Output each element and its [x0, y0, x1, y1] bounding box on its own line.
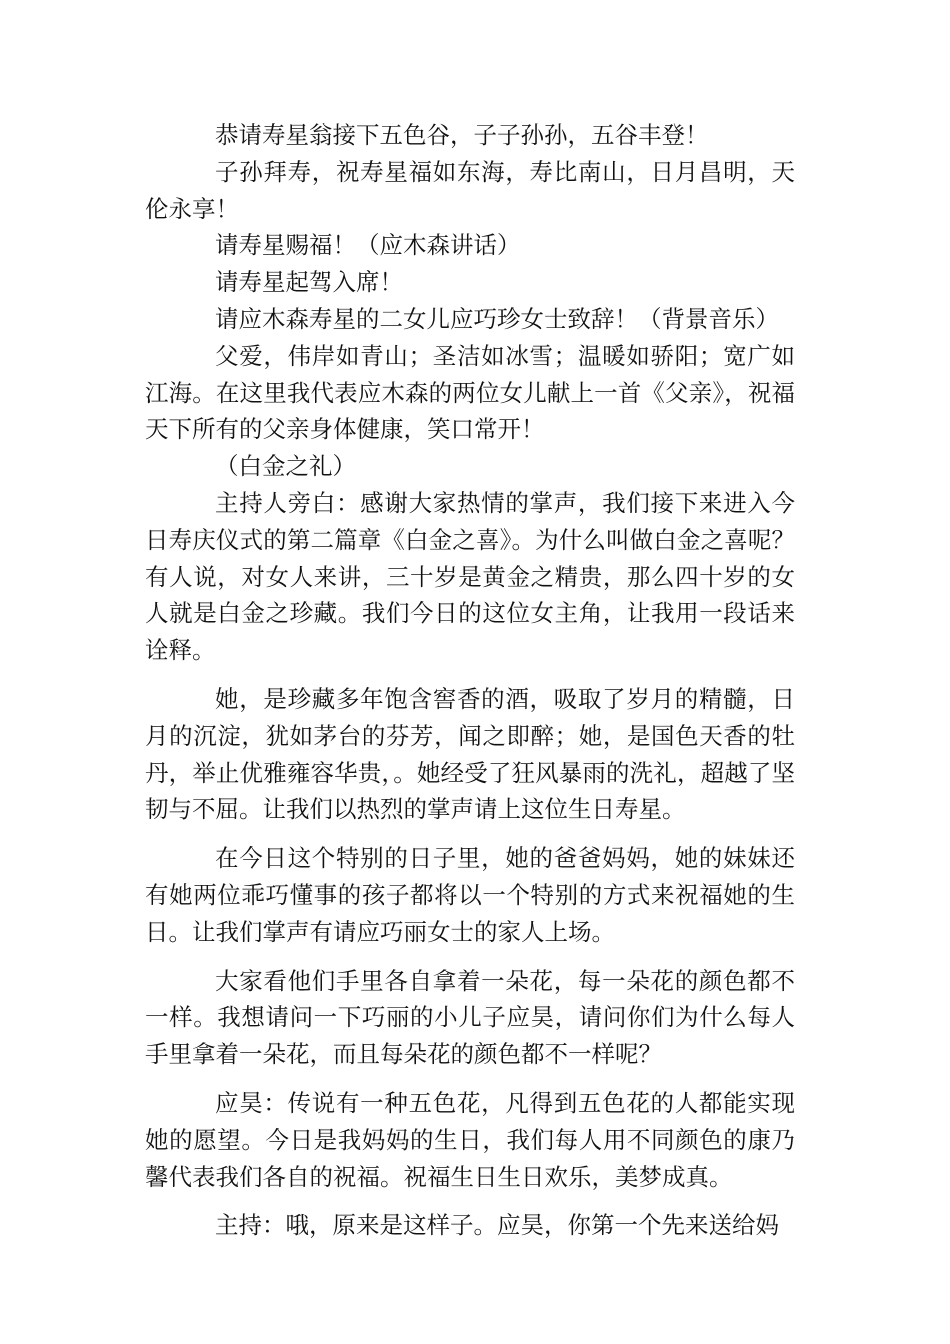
paragraph: 主持人旁白：感谢大家热情的掌声，我们接下来进入今日寿庆仪式的第二篇章《白金之喜》。为什么叫做白金之喜呢？有人说，对女人来讲，三十岁是黄金之精贵，那么四十岁的女人就是白金之珍藏。我们今日的这位女主角，让我用一段话来诠释。	[145, 488, 795, 665]
paragraph: 大家看他们手里各自拿着一朵花，每一朵花的颜色都不一样。我想请问一下巧丽的小儿子应昊，请问你们为什么每人手里拿着一朵花，而且每朵花的颜色都不一样呢？	[145, 966, 795, 1069]
section-heading: （白金之礼）	[215, 452, 356, 481]
paragraph: 请寿星起驾入席！	[215, 268, 403, 297]
paragraph: 父爱，伟岸如青山；圣洁如冰雪；温暖如骄阳；宽广如江海。在这里我代表应木森的两位女儿献上一首《父亲》，祝福天下所有的父亲身体健康，笑口常开！	[145, 341, 795, 444]
paragraph: 请应木森寿星的二女儿应巧珍女士致辞！（背景音乐）	[215, 304, 779, 333]
paragraph: 应昊：传说有一种五色花，凡得到五色花的人都能实现她的愿望。今日是我妈妈的生日，我们每人用不同颜色的康乃馨代表我们各自的祝福。祝福生日生日欢乐，美梦成真。	[145, 1088, 795, 1191]
paragraph: 请寿星赐福！（应木森讲话）	[215, 231, 521, 260]
paragraph: 在今日这个特别的日子里，她的爸爸妈妈，她的妹妹还有她两位乖巧懂事的孩子都将以一个特别的方式来祝福她的生日。让我们掌声有请应巧丽女士的家人上场。	[145, 844, 795, 946]
paragraph: 子孙拜寿，祝寿星福如东海，寿比南山，日月昌明，天伦永享！	[145, 157, 795, 223]
document-body	[145, 117, 795, 1244]
paragraph: 恭请寿星翁接下五色谷，子子孙孙，五谷丰登！	[215, 121, 709, 149]
paragraph: 她，是珍藏多年饱含窖香的酒，吸取了岁月的精髓，日月的沉淀，犹如茅台的芬芳，闻之即醉；她，是国色天香的牡丹，举止优雅雍容华贵，。她经受了狂风暴雨的洗礼，超越了坚韧与不屈。让我们以热烈的掌声请上这位生日寿星。	[145, 684, 795, 824]
paragraph: 主持：哦，原来是这样子。应昊，你第一个先来送给妈	[215, 1211, 779, 1240]
